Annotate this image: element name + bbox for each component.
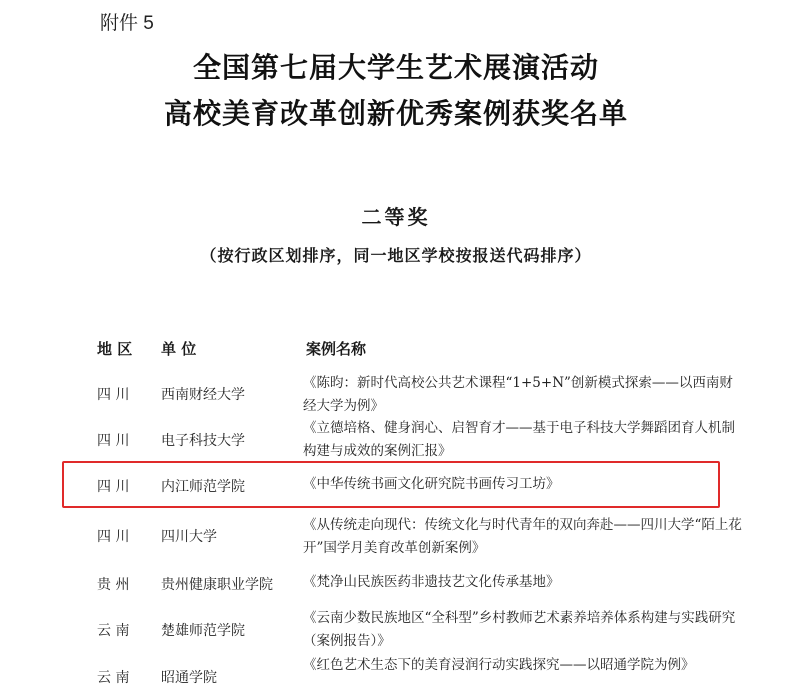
row-unit: 电子科技大学 — [161, 433, 245, 449]
attachment-label: 附件 5 — [100, 13, 154, 34]
row-case-name: 《梵净山民族医药非遗技艺文化传承基地》 — [303, 574, 560, 590]
row-region: 四 川 — [97, 529, 130, 545]
row-unit: 昭通学院 — [161, 670, 217, 686]
row-case-name: 《立德培格、健身润心、启智育才——基于电子科技大学舞蹈团育人机制构建与成效的案例汇报》 — [303, 420, 735, 459]
row-region: 四 川 — [97, 387, 130, 403]
row-region: 云 南 — [97, 670, 130, 686]
column-header-case: 案例名称 — [306, 340, 367, 358]
award-level-heading: 二等奖 — [361, 205, 431, 229]
row-region: 四 川 — [97, 479, 130, 495]
row-region: 贵 州 — [97, 577, 130, 593]
column-header-unit: 单 位 — [161, 340, 197, 358]
row-unit: 西南财经大学 — [161, 387, 245, 403]
row-unit: 贵州健康职业学院 — [161, 577, 273, 593]
row-region: 四 川 — [97, 433, 130, 449]
row-unit: 楚雄师范学院 — [161, 623, 245, 639]
row-region: 云 南 — [97, 623, 130, 639]
row-case-name: 《陈昀：新时代高校公共艺术课程“1+5+N”创新模式探索——以西南财经大学为例》 — [303, 375, 733, 414]
row-case-name: 《从传统走向现代：传统文化与时代青年的双向奔赴——四川大学“陌上花开”国学月美育改革创新案例》 — [303, 517, 742, 556]
document-title-line2: 高校美育改革创新优秀案例获奖名单 — [163, 97, 628, 130]
row-case-name: 《红色艺术生态下的美育浸润行动实践探究——以昭通学院为例》 — [303, 657, 695, 673]
document-title-line1: 全国第七届大学生艺术展演活动 — [192, 51, 599, 84]
column-header-region: 地 区 — [97, 340, 133, 358]
row-unit: 内江师范学院 — [161, 479, 245, 495]
row-case-name: 《中华传统书画文化研究院书画传习工坊》 — [303, 476, 560, 492]
sort-note: （按行政区划排序，同一地区学校按报送代码排序） — [200, 246, 592, 265]
row-case-name: 《云南少数民族地区“全科型”乡村教师艺术素养培养体系构建与实践研究（案例报告）》 — [303, 610, 736, 649]
row-unit: 四川大学 — [161, 529, 217, 545]
